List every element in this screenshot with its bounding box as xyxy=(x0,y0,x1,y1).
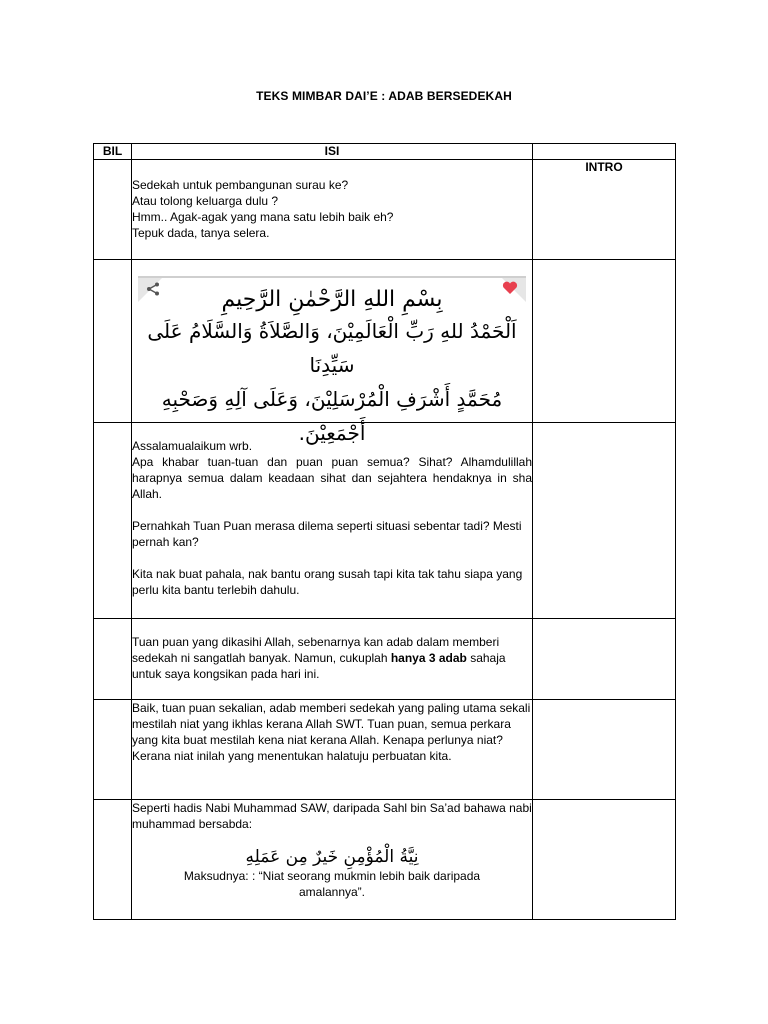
note-cell xyxy=(533,260,676,423)
hadith-arabic: نِيَّةُ الْمُؤْمِنِ خَيرٌ مِن عَمَلِهِ xyxy=(245,847,419,867)
salawat-line: مُحَمَّدٍ أَشْرَفِ الْمُرْسَلِيْنَ، وَعَلَى آلِهِ وَصَحْبِهِ أَجْمَعِيْنَ. xyxy=(161,387,503,445)
header-notes xyxy=(533,144,676,160)
intro-line: Tepuk dada, tanya selera. xyxy=(132,226,270,240)
bil-cell xyxy=(94,700,132,800)
isi-cell xyxy=(132,619,533,700)
bil-cell xyxy=(94,160,132,260)
content-table xyxy=(93,143,676,920)
bismillah-line: بِسْمِ اللهِ الرَّحْمٰنِ الرَّحِيمِ xyxy=(221,287,443,312)
paragraph xyxy=(132,634,532,682)
hadith-meaning: Maksudnya: : “Niat seorang mukmin lebih baik daripada xyxy=(183,869,481,883)
adab-text: Tuan puan yang dikasihi Allah, sebenarnya kan adab dalam memberi sedekah ni sangatlah banyak. Namun, cukuplah xyxy=(132,635,500,665)
share-icon[interactable] xyxy=(146,282,160,296)
note-cell xyxy=(533,800,676,920)
note-cell xyxy=(533,423,676,619)
paragraph: Kita nak buat pahala, nak bantu orang susah tapi kita tak tahu siapa yang perlu kita bantu terlebih dahulu. xyxy=(132,567,523,597)
hadith-meaning: amalannya”. xyxy=(298,885,366,899)
table-row xyxy=(94,700,676,800)
table-row xyxy=(94,800,676,920)
table-row xyxy=(94,260,676,423)
bil-cell xyxy=(94,619,132,700)
greeting-text: Assalamualaikum wrb. xyxy=(132,439,253,453)
table-row xyxy=(94,160,676,260)
paragraph: Pernahkah Tuan Puan merasa dilema seperti situasi sebentar tadi? Mesti pernah kan? xyxy=(132,519,522,549)
page-title: TEKS MIMBAR DAI’E : ADAB BERSEDEKAH xyxy=(256,89,512,103)
table-row xyxy=(94,619,676,700)
bil-cell xyxy=(94,260,132,423)
hamdalah-line: اَلْحَمْدُ للهِ رَبِّ الْعَالَمِيْنَ، وَالصَّلاَةُ وَالسَّلَامُ عَلَى سَيِّدِنَا xyxy=(147,319,517,377)
bil-cell xyxy=(94,800,132,920)
bismillah-image xyxy=(138,276,526,445)
adab-count-bold: hanya 3 adab xyxy=(390,651,467,665)
isi-cell xyxy=(132,423,533,619)
note-cell xyxy=(533,700,676,800)
isi-cell xyxy=(132,260,533,445)
note-cell xyxy=(533,619,676,700)
bil-cell xyxy=(94,423,132,619)
intro-line: Sedekah untuk pembangunan surau ke? xyxy=(132,178,349,192)
intro-line: Atau tolong keluarga dulu ? xyxy=(132,194,279,208)
intro-line: Hmm.. Agak-agak yang mana satu lebih baik eh? xyxy=(132,210,394,224)
note-intro: INTRO xyxy=(533,160,676,260)
table-row xyxy=(94,423,676,619)
paragraph: Apa khabar tuan-tuan dan puan puan semua? Sihat? Alhamdulillah harapnya semua dalam keadaan sihat dan sejahtera hendaknya in sha Allah. xyxy=(132,455,532,501)
table-header-row xyxy=(94,144,676,160)
paragraph: Baik, tuan puan sekalian, adab memberi sedekah yang paling utama sekali mestilah niat yang ikhlas kerana Allah SWT. Tuan puan, semua perkara yang kita buat mestilah kena niat kerana Allah. Kenapa perlunya niat? Kerana niat inilah yang menentukan halatuju perbuatan kita. xyxy=(132,701,531,763)
adab-text: sahaja untuk saya kongsikan pada hari ini. xyxy=(132,651,506,681)
header-isi: ISI xyxy=(132,144,533,160)
paragraph: Seperti hadis Nabi Muhammad SAW, daripada Sahl bin Sa’ad bahawa nabi muhammad bersabda: xyxy=(132,801,532,831)
header-bil: BIL xyxy=(94,144,132,160)
isi-cell xyxy=(132,700,533,800)
isi-cell xyxy=(132,800,533,920)
heart-icon[interactable] xyxy=(502,281,518,295)
isi-cell xyxy=(132,160,533,260)
